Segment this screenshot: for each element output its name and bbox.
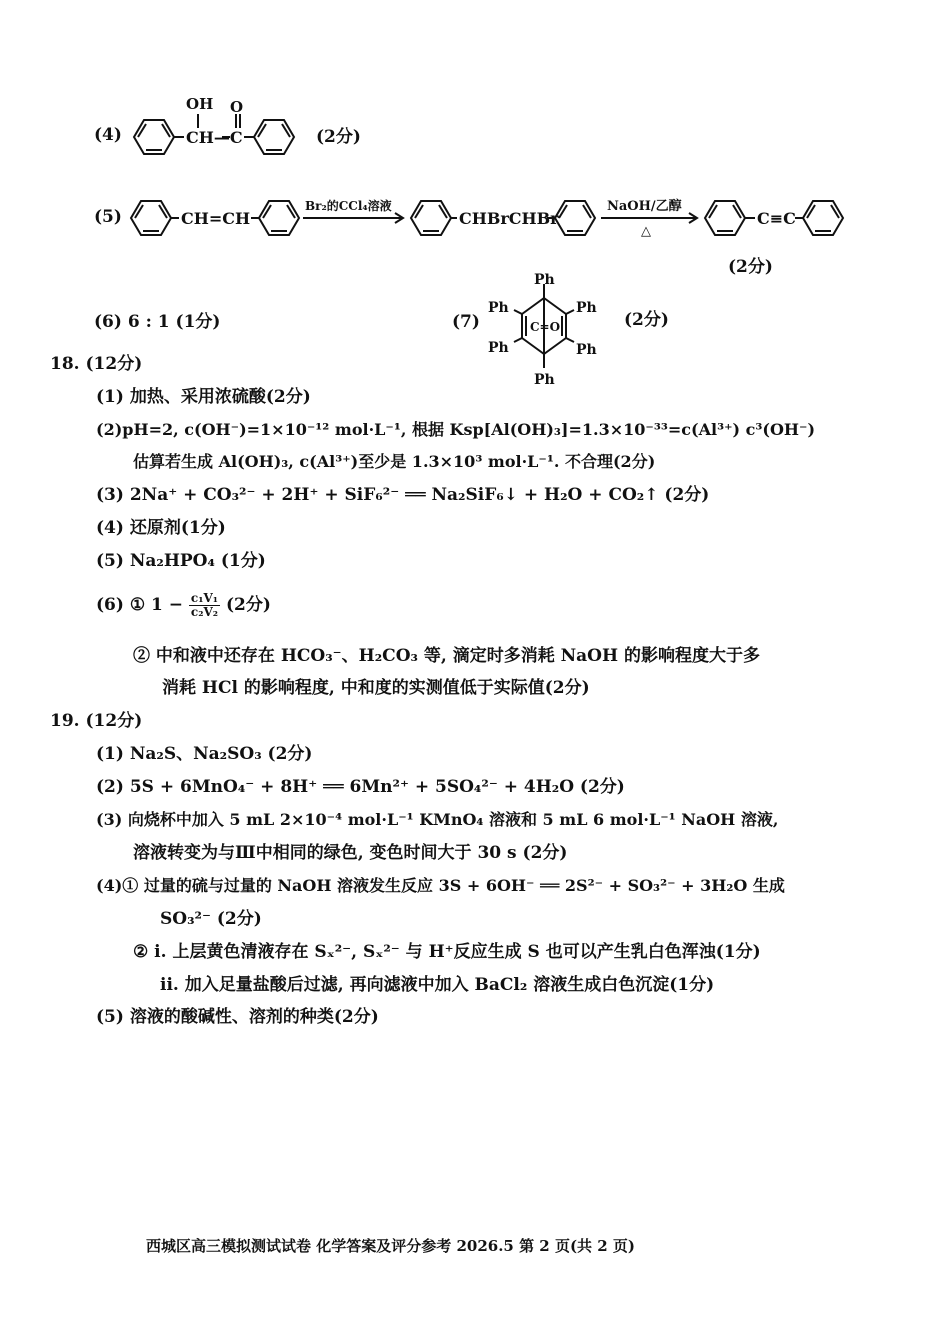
page-footer: 西城区高三模拟测试试卷 化学答案及评分参考 2026.5 第 2 页(共 2 页) <box>146 1237 636 1255</box>
q17-7-score: (2分) <box>624 310 669 330</box>
q18-3: (3) 2Na⁺ + CO₃²⁻ + 2H⁺ + SiF₆²⁻ ══ Na₂SiF₆↓ + H₂O + CO₂↑ (2分) <box>96 485 710 505</box>
heat-symbol: △ <box>641 224 651 239</box>
q17-6: (6) 6 : 1 (1分) <box>94 312 221 332</box>
ph-bottom: Ph <box>534 372 555 388</box>
q18-2: (2)pH=2, c(OH⁻)=1×10⁻¹² mol·L⁻¹, 根据 Ksp[Al(OH)₃]=1.3×10⁻³³=c(Al³⁺) c³(OH⁻) <box>96 420 816 439</box>
q18-5: (5) Na₂HPO₄ (1分) <box>96 551 266 571</box>
ph-upper-left: Ph <box>488 300 509 316</box>
benzoin-structure <box>126 90 306 160</box>
q19-2: (2) 5S + 6MnO₄⁻ + 8H⁺ ══ 6Mn²⁺ + 5SO₄²⁻ + 4H₂O (2分) <box>96 777 625 797</box>
q17-4-score: (2分) <box>316 127 361 147</box>
ph-lower-left: Ph <box>488 340 509 356</box>
ph-lower-right: Ph <box>576 342 597 358</box>
q18-1: (1) 加热、采用浓硫酸(2分) <box>96 387 311 407</box>
q19-3b: 溶液转变为与Ⅲ中相同的绿色, 变色时间大于 30 s (2分) <box>133 843 568 863</box>
o-label: O <box>230 98 244 116</box>
reagent-br2: Br₂的CCl₄溶液 <box>305 199 392 213</box>
q18-7b: 消耗 HCl 的影响程度, 中和度的实测值低于实际值(2分) <box>162 678 590 698</box>
stilbene-mid: CH=CH <box>181 209 251 228</box>
reaction-scheme <box>125 188 850 248</box>
q18-6-score: (2分) <box>225 595 271 615</box>
q18-6-prefix: (6) ① 1 − <box>96 595 183 615</box>
q17-5-score: (2分) <box>728 257 773 277</box>
fraction-numerator: c₁V₁ <box>190 591 219 605</box>
carbonyl-label: C=O <box>530 320 561 334</box>
q19-1: (1) Na₂S、Na₂SO₃ (2分) <box>96 744 313 764</box>
chain-label: CH—C <box>186 128 243 147</box>
q19-5b: ii. 加入足量盐酸后过滤, 再向滤液中加入 BaCl₂ 溶液生成白色沉淀(1分) <box>160 975 715 995</box>
q18-title: 18. (12分) <box>50 354 143 374</box>
q19-4b: SO₃²⁻ (2分) <box>160 909 262 929</box>
q18-2b: 估算若生成 Al(OH)₃, c(Al³⁺)至少是 1.3×10³ mol·L⁻¹. 不合理(2分) <box>133 452 656 471</box>
q19-3a: (3) 向烧杯中加入 5 mL 2×10⁻⁴ mol·L⁻¹ KMnO₄ 溶液和 5 mL 6 mol·L⁻¹ NaOH 溶液, <box>96 810 779 829</box>
oh-label: OH <box>186 95 214 113</box>
ph-top: Ph <box>534 272 555 288</box>
ph-upper-right: Ph <box>576 300 597 316</box>
q17-4-label: (4) <box>94 125 122 145</box>
q19-6: (5) 溶液的酸碱性、溶剂的种类(2分) <box>96 1007 379 1027</box>
q17-5-label: (5) <box>94 207 122 227</box>
q19-4a: (4)① 过量的硫与过量的 NaOH 溶液发生反应 3S + 6OH⁻ ══ 2S²⁻ + SO₃²⁻ + 3H₂O 生成 <box>96 876 785 895</box>
alkyne-mid: C≡C <box>757 209 796 228</box>
q18-4: (4) 还原剂(1分) <box>96 518 226 538</box>
fraction <box>189 592 220 619</box>
cage-ketone-structure <box>484 270 606 390</box>
q19-title: 19. (12分) <box>50 711 143 731</box>
fraction-denominator: c₂V₂ <box>190 605 219 619</box>
q19-5a: ② i. 上层黄色清液存在 Sₓ²⁻, Sₓ²⁻ 与 H⁺反应生成 S 也可以产生乳白色浑浊(1分) <box>133 942 761 962</box>
reagent-naoh: NaOH/乙醇 <box>607 199 682 214</box>
q18-6 <box>96 592 271 619</box>
q17-7-label: (7) <box>452 312 480 332</box>
dibromide-mid: CHBrCHBr <box>459 209 559 228</box>
q18-7a: ② 中和液中还存在 HCO₃⁻、H₂CO₃ 等, 滴定时多消耗 NaOH 的影响程度大于多 <box>133 646 760 666</box>
